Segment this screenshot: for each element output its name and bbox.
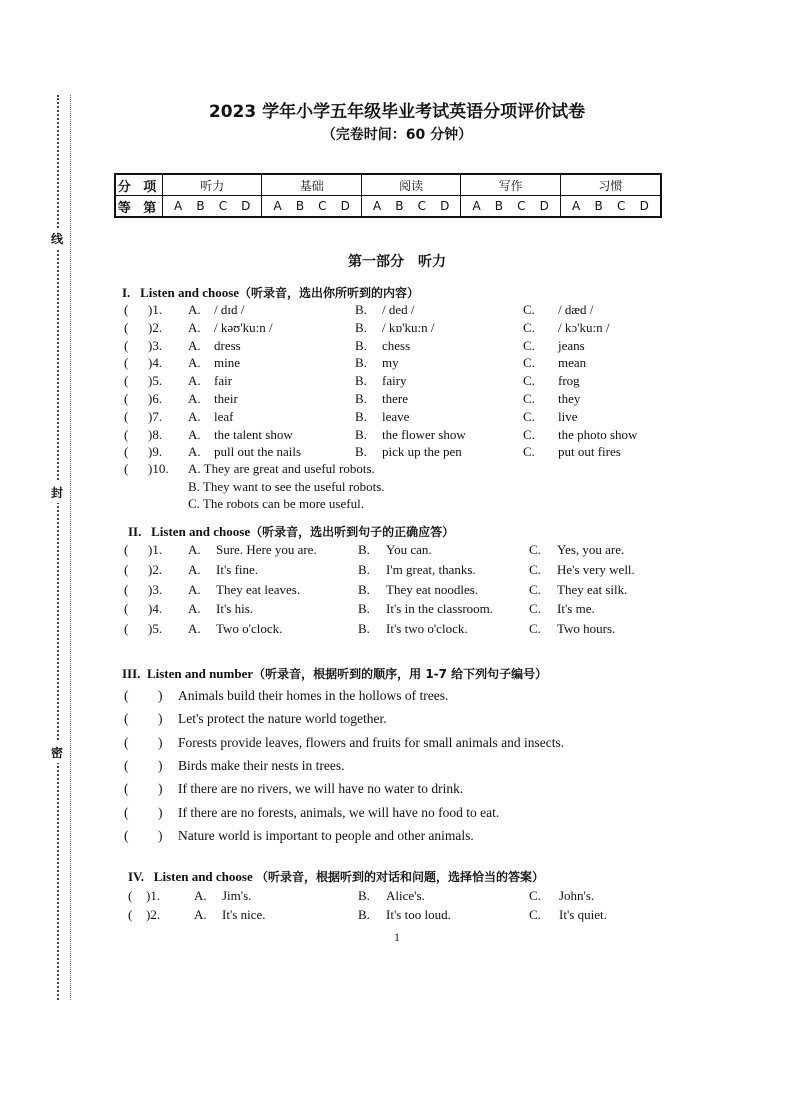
number-blank-close[interactable]: ) xyxy=(158,781,163,797)
option-a-text[interactable]: It's his. xyxy=(216,601,254,617)
option-a-letter[interactable]: A. xyxy=(188,319,201,335)
option-a-letter[interactable]: A. xyxy=(188,621,201,637)
question-row xyxy=(0,582,794,599)
option-a-letter[interactable]: A. xyxy=(188,581,201,597)
option-b-text[interactable]: It's too loud. xyxy=(386,907,451,922)
question-row xyxy=(0,391,794,408)
question-row xyxy=(0,302,794,319)
sentence-text: Birds make their nests in trees. xyxy=(178,757,345,773)
answer-blank[interactable]: ( xyxy=(124,373,129,389)
question-number: )7. xyxy=(148,408,163,424)
option-a-text[interactable]: dress xyxy=(214,337,241,353)
option-a-text[interactable]: / kəʊ'ku:n / xyxy=(214,319,273,335)
option-b-text[interactable]: It's in the classroom. xyxy=(386,601,494,617)
option-c-letter[interactable]: C. xyxy=(523,355,535,371)
option-b-letter[interactable]: B. xyxy=(355,444,367,460)
option-c[interactable]: C. The robots can be more useful. xyxy=(188,496,364,511)
answer-blank[interactable]: ( xyxy=(124,542,129,557)
section-4-roman: IV. xyxy=(128,869,145,884)
category-listening: 听力 xyxy=(163,174,262,196)
option-b-letter[interactable]: B. xyxy=(358,621,370,637)
option-c-text[interactable]: mean xyxy=(558,355,587,371)
option-c-letter[interactable]: C. xyxy=(529,581,541,597)
option-c-letter[interactable]: C. xyxy=(529,542,541,557)
option-b-text[interactable]: It's two o'clock. xyxy=(386,621,468,637)
option-b-text[interactable]: leave xyxy=(382,408,410,424)
number-blank-close[interactable]: ) xyxy=(158,688,163,703)
answer-blank[interactable]: ( xyxy=(128,888,133,903)
exam-title: 2023 学年小学五年级毕业考试英语分项评价试卷 xyxy=(208,102,586,122)
question-number: )4. xyxy=(148,601,163,617)
number-blank-close[interactable]: ) xyxy=(158,827,163,843)
option-b-letter[interactable]: B. xyxy=(355,373,367,389)
question-number: )9. xyxy=(148,444,163,460)
sentence-text: Animals build their homes in the hollows of trees. xyxy=(178,688,449,703)
option-b-text[interactable]: chess xyxy=(382,337,411,353)
option-c-letter[interactable]: C. xyxy=(529,561,541,577)
sentence-text: Let's protect the nature world together. xyxy=(178,711,387,727)
number-blank-close[interactable]: ) xyxy=(158,804,163,820)
option-c-letter[interactable]: C. xyxy=(529,621,541,637)
grade-table xyxy=(114,173,662,218)
numbering-row xyxy=(0,828,794,846)
question-row xyxy=(0,479,794,496)
margin-label-mi: 密 xyxy=(48,742,66,763)
question-row xyxy=(0,338,794,355)
option-c-letter[interactable]: C. xyxy=(523,391,535,406)
section-3-heading xyxy=(122,665,547,682)
answer-blank[interactable]: ( xyxy=(124,444,129,460)
section-1-roman: I. xyxy=(122,285,131,300)
question-row xyxy=(0,562,794,579)
option-b-text[interactable]: pick up the pen xyxy=(382,444,462,460)
option-a-text[interactable]: mine xyxy=(214,355,240,371)
question-number: )5. xyxy=(148,373,163,389)
option-b[interactable]: B. They want to see the useful robots. xyxy=(188,479,385,494)
sentence-text: Nature world is important to people and other animals. xyxy=(178,827,474,843)
number-blank-open[interactable]: ( xyxy=(124,757,129,773)
number-blank-open[interactable]: ( xyxy=(124,711,129,727)
option-b-text[interactable]: Alice's. xyxy=(386,888,425,903)
exam-subtitle: （完卷时间：60 分钟） xyxy=(321,127,473,143)
question-number: )1. xyxy=(148,542,163,557)
option-c-text[interactable]: the photo show xyxy=(558,426,638,442)
category-writing: 写作 xyxy=(461,174,560,196)
section-3-title: Listen and number xyxy=(146,666,254,681)
section-1-instruction: （听录音，选出你所听到的内容） xyxy=(239,286,420,300)
option-b-letter[interactable]: B. xyxy=(355,302,367,317)
number-blank-close[interactable]: ) xyxy=(158,757,163,773)
option-a-text[interactable]: Sure. Here you are. xyxy=(216,542,317,557)
answer-blank[interactable]: ( xyxy=(124,319,129,335)
answer-blank[interactable]: ( xyxy=(124,561,129,577)
option-b-letter[interactable]: B. xyxy=(355,426,367,442)
question-row xyxy=(0,444,794,461)
option-b-text[interactable]: there xyxy=(382,391,408,406)
option-a-letter[interactable]: A. xyxy=(194,907,207,922)
option-c-letter[interactable]: C. xyxy=(523,373,535,389)
option-b-letter[interactable]: B. xyxy=(355,408,367,424)
option-c-letter[interactable]: C. xyxy=(523,319,535,335)
number-blank-open[interactable]: ( xyxy=(124,804,129,820)
question-number: )2. xyxy=(146,907,161,922)
option-b-text[interactable]: the flower show xyxy=(382,426,466,442)
sentence-text: If there are no rivers, we will have no water to drink. xyxy=(178,781,464,797)
option-b-letter[interactable]: B. xyxy=(355,391,367,406)
option-c-text[interactable]: live xyxy=(558,408,578,424)
option-b-letter[interactable]: B. xyxy=(358,542,370,557)
option-c-letter[interactable]: C. xyxy=(529,907,541,922)
number-blank-open[interactable]: ( xyxy=(124,734,129,750)
question-number: )4. xyxy=(148,355,163,371)
option-a-text[interactable]: It's fine. xyxy=(216,561,259,577)
question-row xyxy=(0,355,794,372)
grade-cell[interactable]: A B C D xyxy=(560,196,661,218)
question-number: )5. xyxy=(148,621,163,637)
option-a-text[interactable]: their xyxy=(214,391,238,406)
option-a-letter[interactable]: A. xyxy=(188,444,201,460)
option-c-text[interactable]: They eat silk. xyxy=(557,581,628,597)
section-1-heading xyxy=(122,284,419,301)
option-c-text[interactable]: Two hours. xyxy=(557,621,616,637)
answer-blank[interactable]: ( xyxy=(124,337,129,353)
question-number: )10. xyxy=(148,461,169,476)
option-a-letter[interactable]: A. xyxy=(188,561,201,577)
question-number: )2. xyxy=(148,561,163,577)
sentence-text: Forests provide leaves, flowers and fruits for small animals and insects. xyxy=(178,734,565,750)
sentence-text: If there are no forests, animals, we will have no food to eat. xyxy=(178,804,500,820)
numbering-row xyxy=(0,758,794,776)
option-b-letter[interactable]: B. xyxy=(358,907,370,922)
answer-blank[interactable]: ( xyxy=(124,581,129,597)
grade-cell[interactable]: A B C D xyxy=(163,196,262,218)
answer-blank[interactable]: ( xyxy=(124,461,129,476)
option-a-letter[interactable]: A. xyxy=(188,355,201,371)
option-a[interactable]: A. They are great and useful robots. xyxy=(188,461,375,476)
question-row xyxy=(0,496,794,513)
option-c-text[interactable]: frog xyxy=(558,373,580,389)
option-a-text[interactable]: leaf xyxy=(214,408,234,424)
number-blank-close[interactable]: ) xyxy=(158,711,163,727)
option-a-text[interactable]: / dɪd / xyxy=(214,302,245,317)
answer-blank[interactable]: ( xyxy=(124,408,129,424)
option-c-letter[interactable]: C. xyxy=(523,444,535,460)
option-c-text[interactable]: they xyxy=(558,391,581,406)
margin-label-xian: 线 xyxy=(48,228,66,249)
section-4-instruction: （听录音，根据听到的对话和问题，选择恰当的答案） xyxy=(256,870,545,884)
option-a-text[interactable]: fair xyxy=(214,373,233,389)
option-b-text[interactable]: / ded / xyxy=(382,302,415,317)
option-a-text[interactable]: Two o'clock. xyxy=(216,621,283,637)
option-c-letter[interactable]: C. xyxy=(523,337,535,353)
option-a-letter[interactable]: A. xyxy=(188,337,201,353)
question-row xyxy=(0,907,794,924)
question-number: )2. xyxy=(148,319,163,335)
number-blank-close[interactable]: ) xyxy=(158,734,163,750)
section-1-title: Listen and choose xyxy=(140,285,240,300)
question-row xyxy=(0,373,794,390)
question-number: )1. xyxy=(148,302,163,317)
question-number: )6. xyxy=(148,391,163,406)
question-number: )3. xyxy=(148,581,163,597)
option-b-letter[interactable]: B. xyxy=(358,561,370,577)
question-number: )1. xyxy=(146,888,161,903)
option-b-text[interactable]: I'm great, thanks. xyxy=(386,561,476,577)
numbering-row xyxy=(0,688,794,706)
grade-table-grade-row xyxy=(115,196,661,218)
page-number: 1 xyxy=(394,930,400,944)
option-c-text[interactable]: John's. xyxy=(559,888,595,903)
numbering-row xyxy=(0,711,794,729)
option-c-letter[interactable]: C. xyxy=(529,888,541,903)
answer-blank[interactable]: ( xyxy=(124,302,129,317)
option-b-text[interactable]: my xyxy=(382,355,399,371)
option-b-letter[interactable]: B. xyxy=(355,337,367,353)
option-c-text[interactable]: Yes, you are. xyxy=(557,542,625,557)
section-2-title: Listen and choose xyxy=(151,524,251,539)
numbering-row xyxy=(0,735,794,753)
option-b-letter[interactable]: B. xyxy=(358,601,370,617)
option-c-letter[interactable]: C. xyxy=(529,601,541,617)
margin-label-feng: 封 xyxy=(48,482,66,503)
option-b-letter[interactable]: B. xyxy=(355,355,367,371)
section-2-instruction: （听录音，选出听到句子的正确应答） xyxy=(250,525,455,539)
question-row xyxy=(0,427,794,444)
option-c-letter[interactable]: C. xyxy=(523,408,535,424)
option-c-letter[interactable]: C. xyxy=(523,426,535,442)
grade-cell[interactable]: A B C D xyxy=(461,196,560,218)
option-a-letter[interactable]: A. xyxy=(188,302,201,317)
section-3-roman: III. xyxy=(122,666,141,681)
number-blank-open[interactable]: ( xyxy=(124,688,129,703)
answer-blank[interactable]: ( xyxy=(124,355,129,371)
option-a-text[interactable]: the talent show xyxy=(214,426,293,442)
answer-blank[interactable]: ( xyxy=(124,391,129,406)
option-b-text[interactable]: You can. xyxy=(386,542,432,557)
option-b-text[interactable]: / kɒ'ku:n / xyxy=(382,319,435,335)
option-a-letter[interactable]: A. xyxy=(188,391,201,406)
grade-cell[interactable]: A B C D xyxy=(361,196,460,218)
question-number: )3. xyxy=(148,337,163,353)
option-c-text[interactable]: / kɔ'ku:n / xyxy=(558,319,610,335)
number-blank-open[interactable]: ( xyxy=(124,781,129,797)
section-2-heading xyxy=(128,523,454,540)
grade-cell[interactable]: A B C D xyxy=(262,196,361,218)
grade-table-header-row xyxy=(115,174,661,196)
option-c-text[interactable]: jeans xyxy=(558,337,585,353)
option-c-text[interactable]: / dæd / xyxy=(558,302,594,317)
option-b-letter[interactable]: B. xyxy=(355,319,367,335)
section-4-title: Listen and choose xyxy=(153,869,253,884)
question-row xyxy=(0,542,794,559)
numbering-row xyxy=(0,781,794,799)
category-reading: 阅读 xyxy=(361,174,460,196)
option-a-text[interactable]: Jim's. xyxy=(222,888,252,903)
option-a-letter[interactable]: A. xyxy=(188,542,201,557)
option-b-text[interactable]: fairy xyxy=(382,373,407,389)
section-2-roman: II. xyxy=(128,524,142,539)
option-a-text[interactable]: pull out the nails xyxy=(214,444,302,460)
answer-blank[interactable]: ( xyxy=(128,907,133,922)
question-row xyxy=(0,409,794,426)
option-a-letter[interactable]: A. xyxy=(188,373,201,389)
question-row xyxy=(0,621,794,638)
category-basics: 基础 xyxy=(262,174,361,196)
question-number: )8. xyxy=(148,426,163,442)
question-row xyxy=(0,601,794,618)
option-a-letter[interactable]: A. xyxy=(188,601,201,617)
option-a-text[interactable]: It's nice. xyxy=(222,907,266,922)
option-b-letter[interactable]: B. xyxy=(358,888,370,903)
answer-blank[interactable]: ( xyxy=(124,426,129,442)
numbering-row xyxy=(0,805,794,823)
option-c-text[interactable]: It's quiet. xyxy=(559,907,607,922)
answer-blank[interactable]: ( xyxy=(124,621,129,637)
option-b-letter[interactable]: B. xyxy=(358,581,370,597)
option-c-text[interactable]: It's me. xyxy=(557,601,595,617)
answer-blank[interactable]: ( xyxy=(124,601,129,617)
section-4-heading xyxy=(128,868,544,885)
row-label-grade: 等 第 xyxy=(115,196,163,218)
question-row xyxy=(0,320,794,337)
number-blank-open[interactable]: ( xyxy=(124,827,129,843)
row-label-category: 分 项 xyxy=(115,174,163,196)
section-3-instruction: （听录音，根据听到的顺序，用 1-7 给下列句子编号） xyxy=(253,667,548,681)
question-row xyxy=(0,888,794,905)
option-b-text[interactable]: They eat noodles. xyxy=(386,581,479,597)
option-c-text[interactable]: put out fires xyxy=(558,444,621,460)
option-c-text[interactable]: He's very well. xyxy=(557,561,635,577)
category-habits: 习惯 xyxy=(560,174,661,196)
option-c-letter[interactable]: C. xyxy=(523,302,535,317)
option-a-letter[interactable]: A. xyxy=(194,888,207,903)
part-title: 第一部分 听力 xyxy=(348,254,446,270)
option-a-letter[interactable]: A. xyxy=(188,426,201,442)
question-row xyxy=(0,461,794,478)
option-a-text[interactable]: They eat leaves. xyxy=(216,581,301,597)
option-a-letter[interactable]: A. xyxy=(188,408,201,424)
